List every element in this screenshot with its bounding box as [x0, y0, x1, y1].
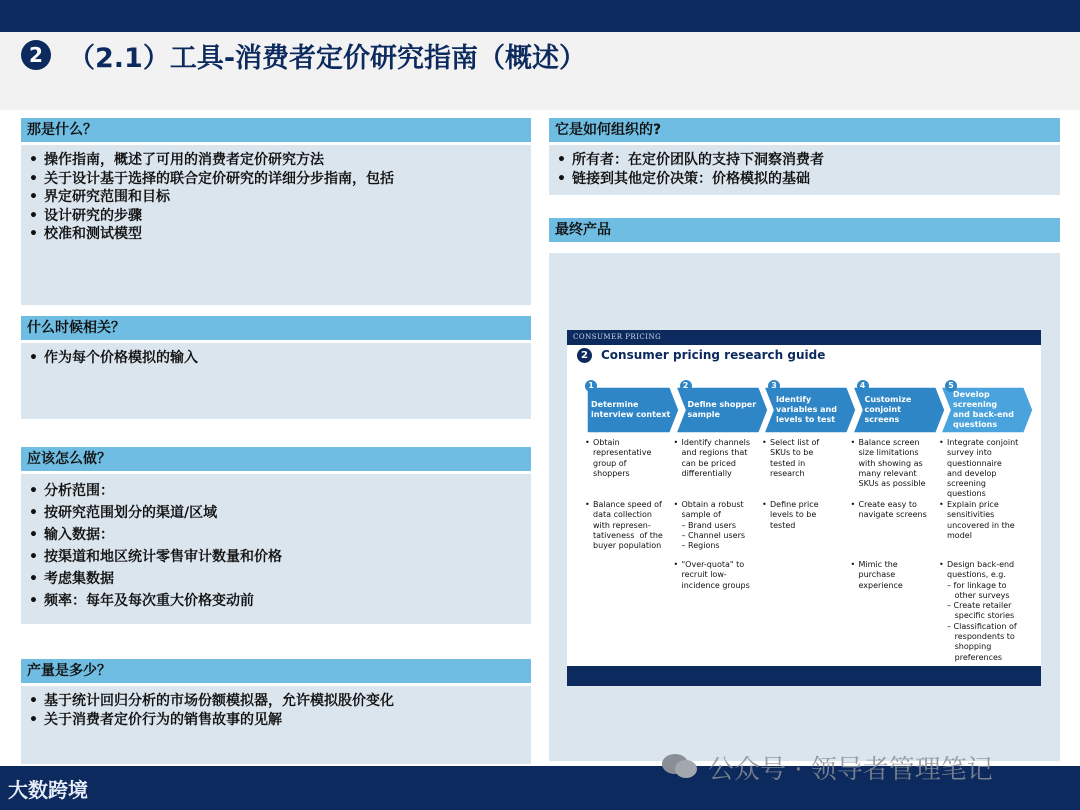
guide-number-badge: 2: [577, 348, 592, 363]
org-list: [557, 151, 1060, 188]
bullet-item: • 设计研究的步骤: [29, 207, 531, 226]
bullet-item: • 作为每个价格模拟的输入: [29, 349, 531, 368]
step-chevron-5: [941, 387, 1033, 433]
title-number-badge: 2: [21, 40, 51, 70]
step-chevron-4: [853, 387, 945, 433]
bullet-item: • 操作指南，概述了可用的消费者定价研究方法: [29, 151, 531, 170]
step-number-badge: 3: [768, 380, 780, 392]
step-bullet: • Create easy to navigate screens: [851, 500, 927, 521]
step-bullet: • Explain price sensitivities uncovered in the model: [939, 500, 1015, 541]
consumer-pricing-guide-image: [567, 330, 1041, 686]
wechat-icon: [660, 751, 700, 781]
section-body-when: [21, 343, 531, 419]
section-heading-output: 产量是多少？: [21, 659, 531, 683]
step-chevron-2: [676, 387, 768, 433]
step-bullet: • Mimic the purchase experience: [851, 560, 903, 591]
top-bar: [0, 0, 1080, 32]
bullet-item: • 关于消费者定价行为的销售故事的见解: [29, 711, 531, 730]
step-label: Identify variables and levels to test: [776, 395, 837, 424]
step-chevron-1: [587, 387, 679, 433]
what-list: [29, 151, 531, 244]
step-bullet: • Integrate conjoint survey into questionnaire and develop screening questions: [939, 438, 1018, 500]
watermark-text: 公众号 · 领导者管理笔记: [708, 755, 993, 785]
bullet-item: • 校准和测试模型: [29, 225, 531, 244]
section-body-org: [549, 145, 1060, 195]
section-body-output: [21, 686, 531, 764]
guide-kicker: CONSUMER PRICING: [567, 330, 1041, 345]
step-number-badge: 1: [585, 380, 597, 392]
step-number-badge: 5: [945, 380, 957, 392]
step-label: Customize conjoint screens: [864, 395, 912, 424]
section-heading-org: 它是如何组织的?: [549, 118, 1060, 142]
section-body-what: [21, 145, 531, 305]
bullet-item: • 考虑集数据: [29, 568, 531, 590]
how-list: [29, 480, 531, 612]
step-chevron-3: [764, 387, 856, 433]
step-bullet: • Obtain a robust sample of – Brand users – Channel users – Regions: [674, 500, 746, 551]
output-list: [29, 692, 531, 729]
section-heading-what: 那是什么？: [21, 118, 531, 142]
bullet-item: • 界定研究范围和目标: [29, 188, 531, 207]
page-title: （2.1）工具-消费者定价研究指南（概述）: [68, 43, 587, 74]
bullet-item: • 分析范围：: [29, 480, 531, 502]
step-label: Determine interview context: [591, 400, 671, 419]
bullet-item: • 频率：每年及每次重大价格变动前: [29, 590, 531, 612]
step-number-badge: 2: [680, 380, 692, 392]
bullet-item: • 按研究范围划分的渠道/区域: [29, 502, 531, 524]
step-bullet: • Balance screen size limitations with showing as many relevant SKUs as possible: [851, 438, 926, 489]
section-body-how: [21, 474, 531, 624]
bullet-item: • 所有者：在定价团队的支持下洞察消费者: [557, 151, 1060, 170]
step-bullet: • Obtain representative group of shoppers: [585, 438, 651, 479]
section-heading-final: 最终产品: [549, 218, 1060, 242]
section-heading-how: 应该怎么做？: [21, 447, 531, 471]
footer-logo: 大数跨境: [8, 778, 88, 802]
guide-title: Consumer pricing research guide: [601, 348, 826, 362]
step-label: Define shopper sample: [687, 400, 757, 419]
bullet-item: • 基于统计回归分析的市场份额模拟器，允许模拟股价变化: [29, 692, 531, 711]
step-bullet: • Balance speed of data collection with represen- tativeness of the buyer population: [585, 500, 663, 551]
step-number-badge: 4: [857, 380, 869, 392]
step-bullet: • Design back-end questions, e.g. – for linkage to other surveys – Create retailer specific stories – Classification of respondents to shopping preferences: [939, 560, 1017, 663]
bullet-item: • 链接到其他定价决策：价格模拟的基础: [557, 170, 1060, 189]
step-bullet: • Select list of SKUs to be tested in research: [762, 438, 819, 479]
guide-bottom-bar: [567, 666, 1041, 686]
step-bullet: • "Over-quota" to recruit low- incidence groups: [674, 560, 750, 591]
step-bullet: • Define price levels to be tested: [762, 500, 819, 531]
bullet-item: • 按渠道和地区统计零售审计数量和价格: [29, 546, 531, 568]
bullet-item: • 输入数据：: [29, 524, 531, 546]
bullet-item: • 关于设计基于选择的联合定价研究的详细分步指南，包括: [29, 170, 531, 189]
when-list: [29, 349, 531, 368]
step-label: Develop screening and back-end questions: [953, 390, 1014, 429]
step-bullet: • Identify channels and regions that can be priced differentially: [674, 438, 751, 479]
section-heading-when: 什么时候相关？: [21, 316, 531, 340]
